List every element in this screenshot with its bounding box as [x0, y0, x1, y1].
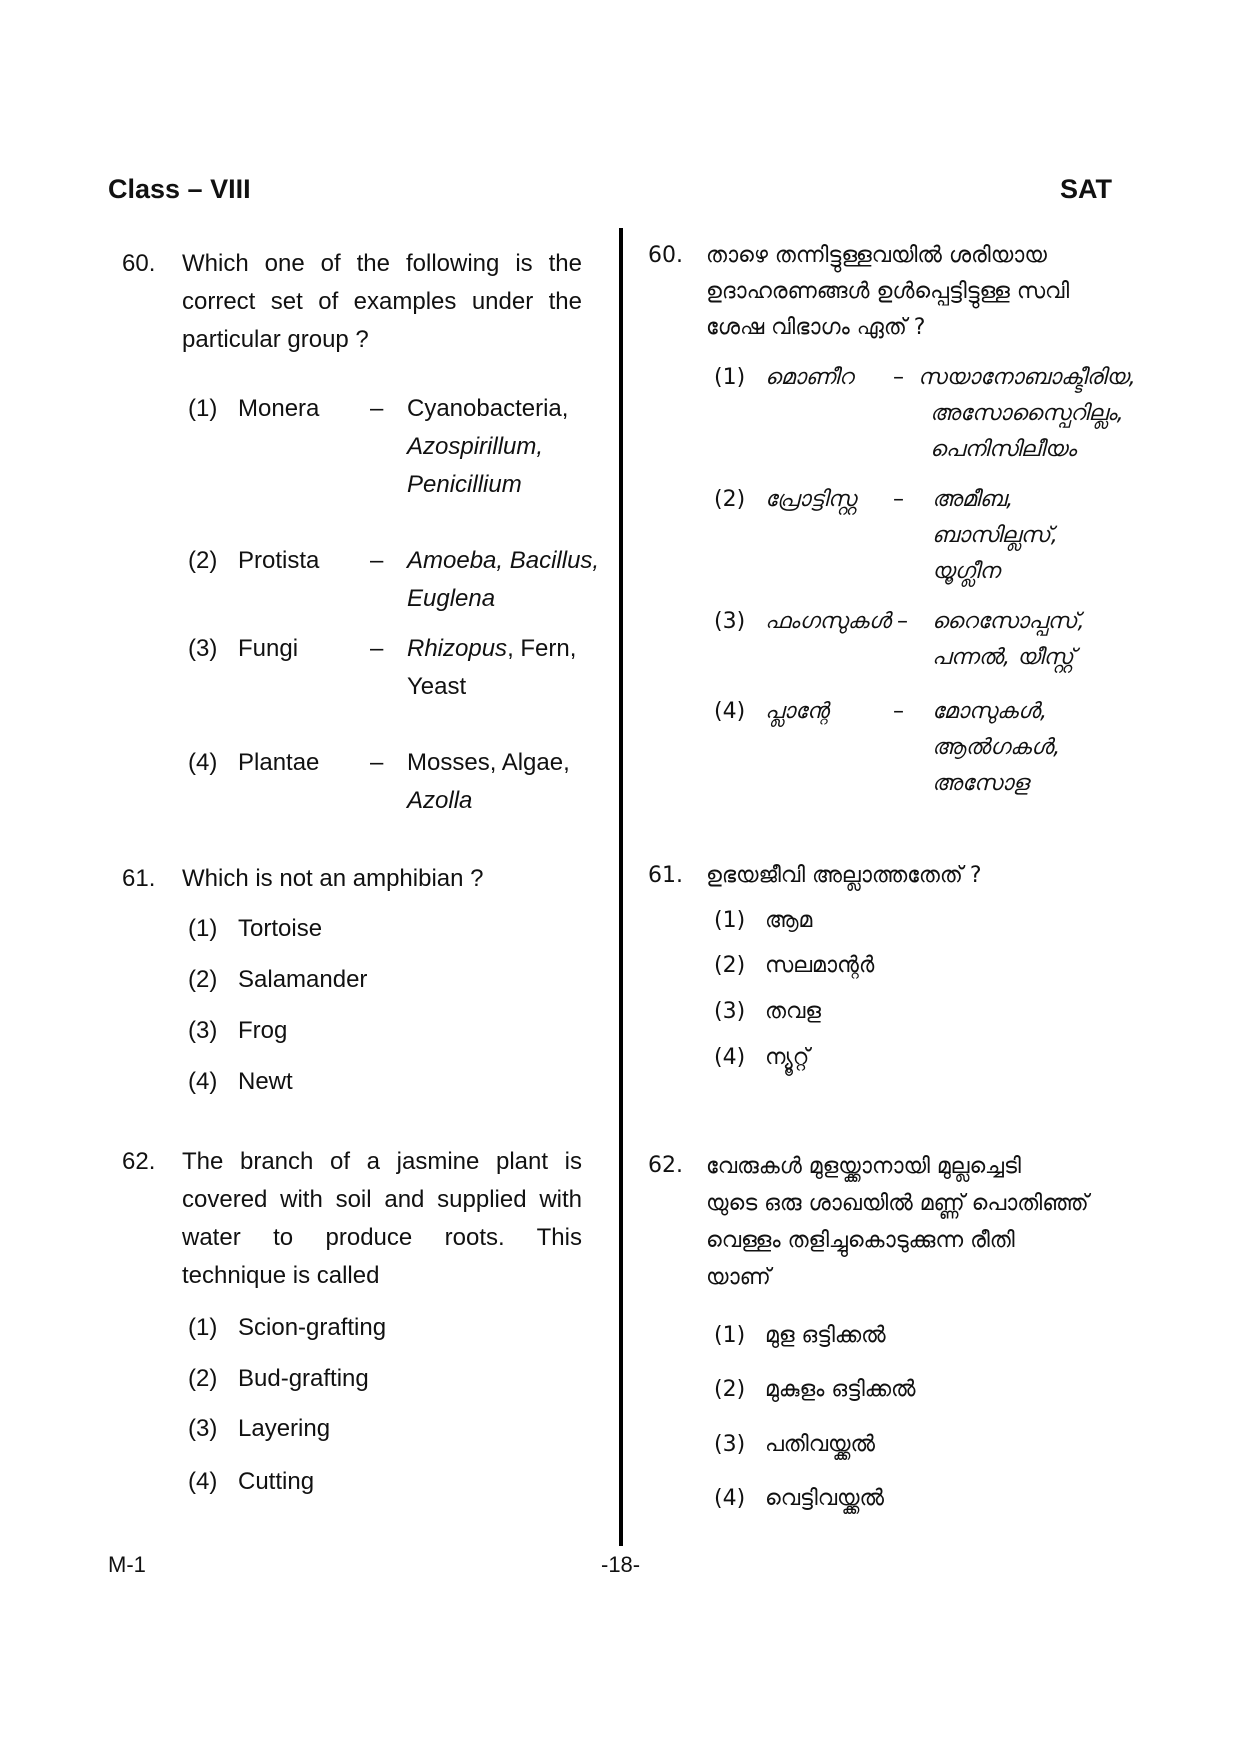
option-text: മുകുളം ഒട്ടിക്കൽ: [765, 1377, 916, 1402]
option-group: Fungi: [238, 635, 299, 662]
question-number: 62.: [122, 1148, 156, 1175]
option-index: (4): [188, 749, 218, 776]
option-group: പ്രോട്ടിസ്റ്റ: [765, 487, 856, 512]
option-dash: –: [370, 749, 384, 776]
option-index: (3): [714, 609, 746, 634]
option-text: ആമ: [765, 908, 813, 933]
option-text: Frog: [238, 1017, 288, 1044]
question-number: 60.: [648, 243, 683, 268]
option-group: Protista: [238, 547, 320, 574]
option-examples: Mosses, Algae, Azolla: [407, 749, 570, 814]
option-index: (3): [714, 999, 746, 1024]
option-index: (4): [714, 699, 746, 724]
footer-code: M-1: [108, 1552, 146, 1577]
option-text: Bud-grafting: [238, 1365, 369, 1392]
question-text: ഉഭയജീവി അല്ലാത്തതേത് ?: [706, 863, 982, 888]
option-text: Cutting: [238, 1468, 315, 1495]
option-index: (4): [714, 1486, 746, 1511]
option-dash: –: [893, 699, 904, 724]
option-index: (3): [188, 1415, 218, 1442]
option-text: മുള ഒട്ടിക്കൽ: [765, 1323, 886, 1348]
option-text: Layering: [238, 1415, 331, 1442]
option-index: (2): [714, 1377, 746, 1402]
option-dash: –: [370, 635, 384, 662]
option-index: (1): [188, 915, 218, 942]
option-dash: –: [897, 609, 908, 634]
option-dash: –: [370, 395, 384, 422]
option-group: ഫംഗസുകൾ: [765, 609, 891, 634]
option-index: (4): [188, 1468, 218, 1495]
option-index: (1): [188, 1314, 218, 1341]
question-number: 62.: [648, 1153, 683, 1178]
option-group: Plantae: [238, 749, 320, 776]
option-text: ന്യൂറ്റ്: [765, 1045, 810, 1070]
option-examples: അമീബ, ബാസില്ലസ്, യൂഗ്ലീന: [932, 487, 1058, 584]
exam-label: SAT: [1060, 174, 1112, 204]
question-text: താഴെ തന്നിട്ടുള്ളവയിൽ ശരിയായ ഉദാഹരണങ്ങൾ ഉൾപ്പെട്ടിട്ടുള്ള സവി ശേഷ വിഭാഗം ഏത് ?: [706, 243, 1070, 340]
option-index: (1): [188, 395, 218, 422]
option-index: (2): [714, 487, 746, 512]
option-index: (1): [714, 1323, 746, 1348]
page-number: -18-: [601, 1552, 641, 1577]
option-text: Salamander: [238, 966, 368, 993]
option-group: മൊണീറ: [765, 365, 854, 390]
option-dash: –: [893, 365, 904, 390]
option-index: (1): [714, 908, 746, 933]
question-text: വേരുകൾ മുളയ്ക്കാനായി മുല്ലച്ചെടി യുടെ ഒരു ശാഖയിൽ മണ്ണ് പൊതിഞ്ഞ് വെള്ളം തളിച്ചുകൊടുക്കുന്ന രീതി യാണ്: [706, 1154, 1089, 1290]
option-text: പതിവയ്ക്കൽ: [765, 1432, 876, 1457]
option-index: (2): [188, 547, 218, 574]
option-text: Scion-grafting: [238, 1314, 387, 1341]
option-dash: –: [370, 547, 384, 574]
option-examples: Rhizopus, Fern, Yeast: [407, 635, 577, 700]
option-group: Monera: [238, 395, 320, 422]
option-examples: Amoeba, Bacillus, Euglena: [407, 547, 600, 612]
option-index: (1): [714, 365, 746, 390]
option-examples: റൈസോപ്പസ്, പന്നൽ, യീസ്റ്റ്: [932, 609, 1085, 670]
option-examples: മോസുകൾ, ആൽഗകൾ, അസോള: [932, 699, 1061, 796]
option-index: (3): [188, 1017, 218, 1044]
option-text: സലമാന്റർ: [765, 953, 875, 978]
question-number: 61.: [122, 865, 156, 892]
option-index: (2): [714, 953, 746, 978]
question-text: Which is not an amphibian ?: [182, 865, 484, 892]
question-text: Which one of the following is the correct set of examples under the particular group ?: [182, 250, 582, 353]
option-examples: സയാനോബാക്ടീരിയ, അസോസ്പൈറില്ലം, പെനിസിലീയം: [918, 365, 1136, 462]
question-number: 60.: [122, 250, 156, 277]
option-index: (2): [188, 1365, 218, 1392]
option-text: തവള: [765, 999, 822, 1024]
option-index: (3): [714, 1432, 746, 1457]
question-text: The branch of a jasmine plant is covered with soil and supplied with water to produce roots. This technique is called: [182, 1148, 582, 1289]
class-label: Class – VIII: [108, 174, 251, 204]
option-dash: –: [893, 487, 904, 512]
option-examples: Cyanobacteria, Azospirillum, Penicillium: [407, 395, 569, 498]
option-index: (4): [714, 1045, 746, 1070]
option-index: (4): [188, 1068, 218, 1095]
option-index: (2): [188, 966, 218, 993]
option-index: (3): [188, 635, 218, 662]
option-group: പ്ലാന്റേ: [765, 699, 829, 724]
option-text: Tortoise: [238, 915, 323, 942]
option-text: Newt: [238, 1068, 293, 1095]
question-number: 61.: [648, 863, 683, 888]
option-text: വെട്ടിവയ്ക്കൽ: [765, 1486, 884, 1511]
